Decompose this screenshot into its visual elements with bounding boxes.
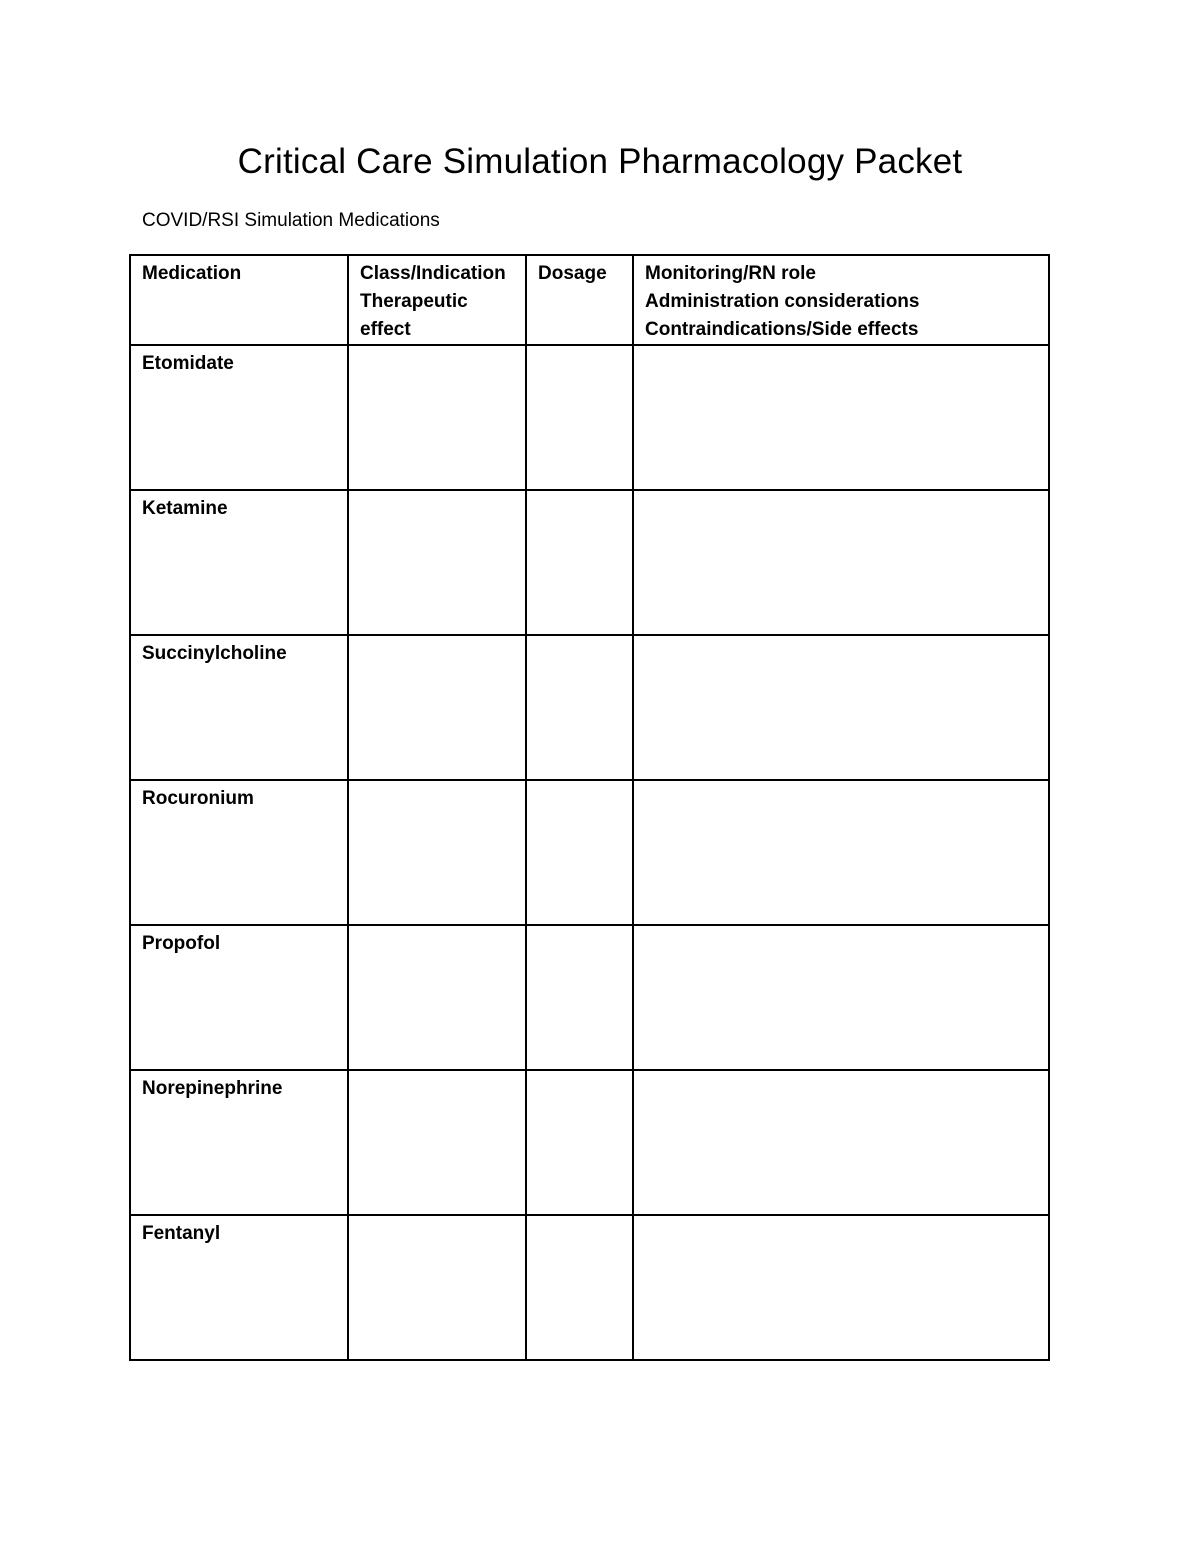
- dosage-cell[interactable]: [526, 345, 633, 490]
- medication-table: [129, 254, 1050, 1361]
- header-monitoring: [633, 255, 1049, 345]
- header-monitoring-line-1: Monitoring/RN role: [645, 263, 816, 284]
- medication-cell: Ketamine: [130, 490, 348, 635]
- table-row: [130, 345, 1049, 490]
- monitoring-cell[interactable]: [633, 345, 1049, 490]
- header-class-line-3: effect: [360, 319, 411, 340]
- dosage-cell[interactable]: [526, 1215, 633, 1360]
- header-medication: [130, 255, 348, 345]
- header-class-line-2: Therapeutic: [360, 291, 468, 312]
- header-monitoring-line-3: Contraindications/Side effects: [645, 319, 919, 340]
- table-row: [130, 635, 1049, 780]
- table-row: [130, 1070, 1049, 1215]
- dosage-cell[interactable]: [526, 490, 633, 635]
- table-header-row: [130, 255, 1049, 345]
- class-indication-cell[interactable]: [348, 925, 526, 1070]
- monitoring-cell[interactable]: [633, 490, 1049, 635]
- dosage-cell[interactable]: [526, 925, 633, 1070]
- medication-cell: Succinylcholine: [130, 635, 348, 780]
- medication-cell: Fentanyl: [130, 1215, 348, 1360]
- monitoring-cell[interactable]: [633, 635, 1049, 780]
- class-indication-cell[interactable]: [348, 490, 526, 635]
- header-dosage: [526, 255, 633, 345]
- medication-cell: Rocuronium: [130, 780, 348, 925]
- header-dosage-line: Dosage: [538, 263, 607, 284]
- header-class-indication: [348, 255, 526, 345]
- dosage-cell[interactable]: [526, 635, 633, 780]
- class-indication-cell[interactable]: [348, 635, 526, 780]
- class-indication-cell[interactable]: [348, 1070, 526, 1215]
- header-class-line-1: Class/Indication: [360, 263, 506, 284]
- dosage-cell[interactable]: [526, 1070, 633, 1215]
- table-row: [130, 925, 1049, 1070]
- class-indication-cell[interactable]: [348, 780, 526, 925]
- medication-cell: Propofol: [130, 925, 348, 1070]
- class-indication-cell[interactable]: [348, 1215, 526, 1360]
- section-subtitle: COVID/RSI Simulation Medications: [142, 210, 440, 231]
- medication-cell: Norepinephrine: [130, 1070, 348, 1215]
- monitoring-cell[interactable]: [633, 1070, 1049, 1215]
- page-title: Critical Care Simulation Pharmacology Packet: [237, 142, 963, 181]
- header-medication-line: Medication: [142, 263, 242, 284]
- class-indication-cell[interactable]: [348, 345, 526, 490]
- table-row: [130, 1215, 1049, 1360]
- header-monitoring-line-2: Administration considerations: [645, 291, 920, 312]
- dosage-cell[interactable]: [526, 780, 633, 925]
- medication-cell: Etomidate: [130, 345, 348, 490]
- monitoring-cell[interactable]: [633, 1215, 1049, 1360]
- table-row: [130, 490, 1049, 635]
- table-row: [130, 780, 1049, 925]
- monitoring-cell[interactable]: [633, 780, 1049, 925]
- monitoring-cell[interactable]: [633, 925, 1049, 1070]
